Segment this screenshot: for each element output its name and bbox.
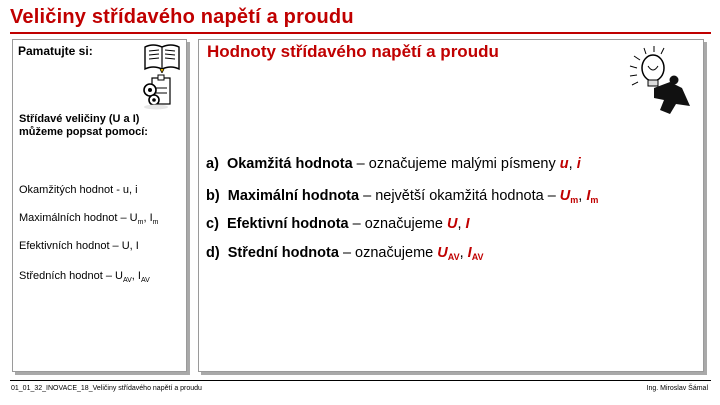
item-description: – největší okamžitá hodnota – — [359, 188, 560, 204]
item-separator: , — [459, 245, 468, 261]
footer-author: Ing. Miroslav Šámal — [646, 385, 708, 392]
item-description: – označujeme — [348, 216, 447, 232]
panel-heading: Hodnoty střídavého napětí a proudu — [207, 42, 499, 61]
item-separator: , — [568, 156, 577, 172]
gears-icon — [140, 72, 174, 110]
left-item-max — [19, 212, 158, 226]
value-item-effective — [206, 216, 470, 232]
item-label: Okamžitá hodnota — [226, 156, 353, 172]
item-label: Střední hodnota — [227, 245, 339, 261]
symbol-U: U — [559, 188, 571, 204]
symbol-U: U — [446, 216, 458, 232]
item-prefix: d) — [206, 245, 220, 261]
left-item-sub: AV — [122, 277, 132, 285]
left-item-text: Okamžitých hodnot - u, i — [19, 184, 138, 196]
intro-line-1: Střídavé veličiny (U a I) — [19, 113, 140, 125]
symbol-u: u — [559, 156, 569, 172]
left-item-text: Maximálních hodnot – U — [19, 212, 138, 224]
item-label: Maximální hodnota — [227, 188, 360, 204]
symbol-I: I — [465, 216, 470, 232]
value-item-instant — [206, 156, 581, 172]
left-item-text: Efektivních hodnot – U, I — [19, 240, 139, 252]
footer-document-id: 01_01_32_INOVACE_18_Veličiny střídavého napětí a proudu — [11, 385, 202, 392]
item-label: Efektivní hodnota — [226, 216, 349, 232]
symbol-subscript: AV — [447, 252, 460, 262]
left-item-effective — [19, 240, 139, 252]
value-item-mean — [206, 245, 484, 262]
lightbulb-figure-icon — [624, 44, 696, 116]
symbol-U: U — [437, 245, 448, 261]
left-item-sub2: AV — [140, 277, 150, 285]
left-item-text: Středních hodnot – U — [19, 270, 123, 282]
symbol-I: I — [467, 245, 472, 261]
left-item-sub2: m — [152, 219, 159, 227]
left-item-instant — [19, 184, 138, 196]
left-item-sub: m — [137, 219, 144, 227]
book-icon — [143, 41, 181, 73]
symbol-I: I — [586, 188, 591, 204]
item-prefix: c) — [206, 216, 219, 232]
symbol-i: i — [576, 156, 581, 172]
title-underline — [10, 32, 711, 34]
slide-title: Veličiny střídavého napětí a proudu — [10, 6, 354, 28]
intro-text — [19, 113, 179, 139]
item-description: – označujeme — [338, 245, 438, 261]
item-prefix: b) — [206, 188, 220, 204]
left-item-mean — [19, 270, 150, 284]
symbol-subscript: m — [570, 195, 579, 205]
value-item-max — [206, 188, 598, 205]
footer-divider — [10, 380, 711, 381]
item-separator: , — [578, 188, 587, 204]
symbol-subscript: m — [590, 195, 599, 205]
item-prefix: a) — [206, 156, 219, 172]
intro-line-2: můžeme popsat pomocí: — [19, 126, 148, 138]
left-item-text2: , I — [143, 212, 153, 224]
item-separator: , — [457, 216, 466, 232]
item-description: – označujeme malými písmeny — [352, 156, 560, 172]
left-item-text2: , I — [131, 270, 141, 282]
remember-label: Pamatujte si: — [18, 44, 93, 58]
symbol-subscript: AV — [471, 252, 484, 262]
